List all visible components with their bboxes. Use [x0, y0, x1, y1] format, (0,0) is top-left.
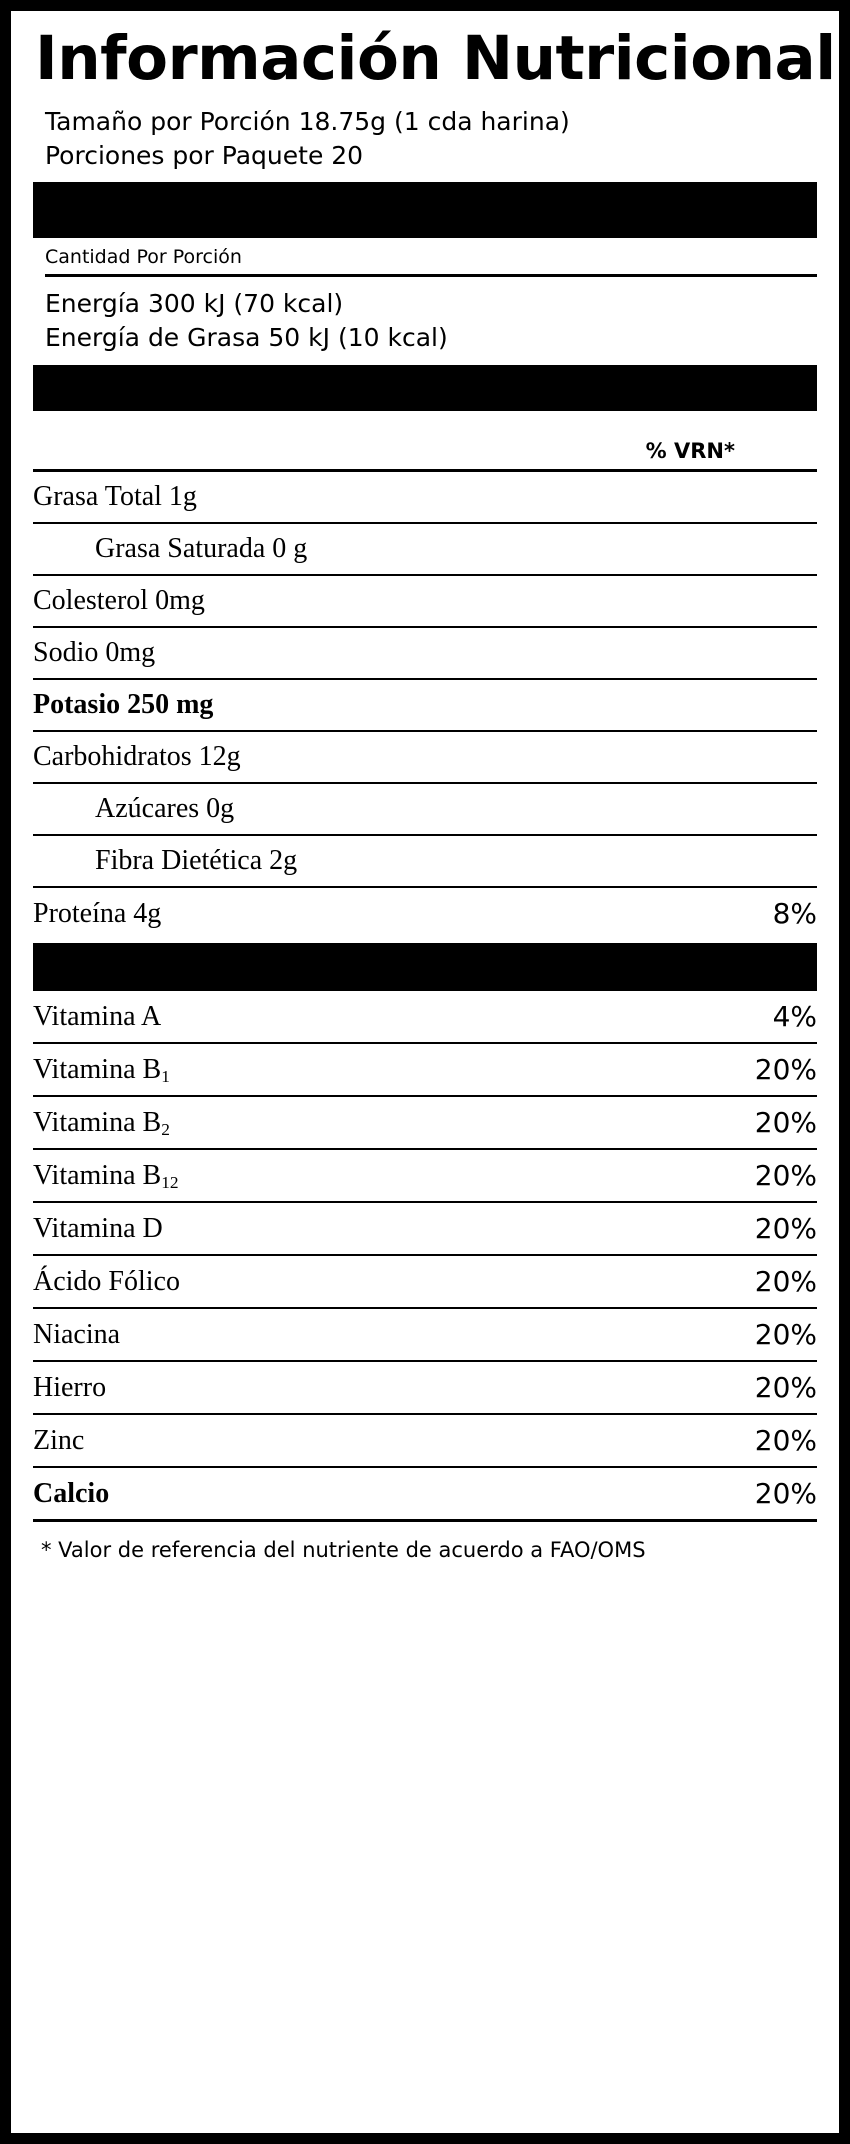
serving-size: Tamaño por Porción 18.75g (1 cda harina) [45, 107, 570, 137]
vitamin-pct: 20% [584, 1308, 817, 1361]
vitamin-pct: 20% [584, 1361, 817, 1414]
nutrient-pct [708, 523, 817, 575]
energy-value: Energía 300 kJ (70 kcal) [45, 289, 344, 319]
table-row [33, 1043, 817, 1096]
table-row [33, 991, 817, 1043]
page-title: Información Nutricional [35, 23, 836, 94]
energy-from-fat-value: Energía de Grasa 50 kJ (10 kcal) [45, 323, 448, 353]
nutrients-table [33, 472, 817, 939]
nutrient-name: Grasa Saturada 0 g [33, 523, 708, 575]
nutrient-name: Colesterol 0mg [33, 575, 708, 627]
table-row [33, 472, 817, 523]
table-row [33, 783, 817, 835]
vitamin-name [33, 1096, 584, 1149]
vitamin-name [33, 1149, 584, 1202]
nutrient-name: Grasa Total 1g [33, 472, 708, 523]
table-row [33, 575, 817, 627]
vitamin-name: Ácido Fólico [33, 1255, 584, 1308]
nutrient-name: Potasio 250 mg [33, 679, 708, 731]
table-row [33, 1308, 817, 1361]
table-row [33, 731, 817, 783]
vitamin-subscript: 12 [161, 1173, 179, 1193]
divider-bar-thick-top [33, 182, 817, 238]
vitamin-pct: 20% [584, 1096, 817, 1149]
daily-value-header [33, 425, 817, 472]
vitamin-name: Zinc [33, 1414, 584, 1467]
table-row [33, 1096, 817, 1149]
nutrient-name: Carbohidratos 12g [33, 731, 708, 783]
footnote: * Valor de referencia del nutriente de acuerdo a FAO/OMS [41, 1538, 646, 1563]
table-row [33, 887, 817, 939]
servings-per-package: Porciones por Paquete 20 [45, 140, 364, 170]
vitamin-subscript: 1 [161, 1067, 170, 1087]
daily-value-label: % VRN* [645, 439, 735, 464]
table-row [33, 679, 817, 731]
vitamin-name [33, 1043, 584, 1096]
nutrient-name: Azúcares 0g [33, 783, 708, 835]
nutrient-pct [708, 472, 817, 523]
table-row [33, 1149, 817, 1202]
vitamin-name: Calcio [33, 1467, 584, 1521]
vitamins-table [33, 991, 817, 1522]
vitamin-name: Vitamina A [33, 991, 584, 1043]
vitamin-pct: 20% [584, 1414, 817, 1467]
nutrient-name: Fibra Dietética 2g [33, 835, 708, 887]
nutrient-pct: 8% [772, 897, 817, 931]
vitamin-pct: 20% [584, 1467, 817, 1521]
vitamin-name: Niacina [33, 1308, 584, 1361]
divider-bar-thick-middle [33, 365, 817, 411]
vitamin-subscript: 2 [161, 1120, 170, 1140]
nutrient-pct [708, 575, 817, 627]
vitamin-pct: 4% [584, 991, 817, 1043]
table-row [33, 1414, 817, 1467]
nutrient-name: Sodio 0mg [33, 627, 708, 679]
vitamin-pct: 20% [584, 1149, 817, 1202]
energy-info [45, 287, 817, 355]
amount-per-serving-label: Cantidad Por Porción [45, 246, 817, 277]
nutrient-pct [708, 731, 817, 783]
serving-info [45, 105, 817, 172]
divider-bar-thick-bottom [33, 943, 817, 991]
table-row [33, 1361, 817, 1414]
vitamin-name-text: Vitamina B [33, 1160, 162, 1192]
nutrient-pct [708, 679, 817, 731]
nutrient-pct [708, 835, 817, 887]
table-row [33, 1467, 817, 1521]
table-row [33, 1202, 817, 1255]
nutrient-pct [708, 627, 817, 679]
table-row [33, 1255, 817, 1308]
vitamin-name: Vitamina D [33, 1202, 584, 1255]
table-row [33, 835, 817, 887]
table-row [33, 627, 817, 679]
table-row [33, 523, 817, 575]
vitamin-pct: 20% [584, 1043, 817, 1096]
nutrient-name: Proteína 4g [33, 898, 162, 930]
vitamin-name-text: Vitamina B [33, 1054, 162, 1086]
vitamin-name-text: Vitamina B [33, 1107, 162, 1139]
vitamin-pct: 20% [584, 1255, 817, 1308]
vitamin-name: Hierro [33, 1361, 584, 1414]
vitamin-pct: 20% [584, 1202, 817, 1255]
nutrient-pct [708, 783, 817, 835]
